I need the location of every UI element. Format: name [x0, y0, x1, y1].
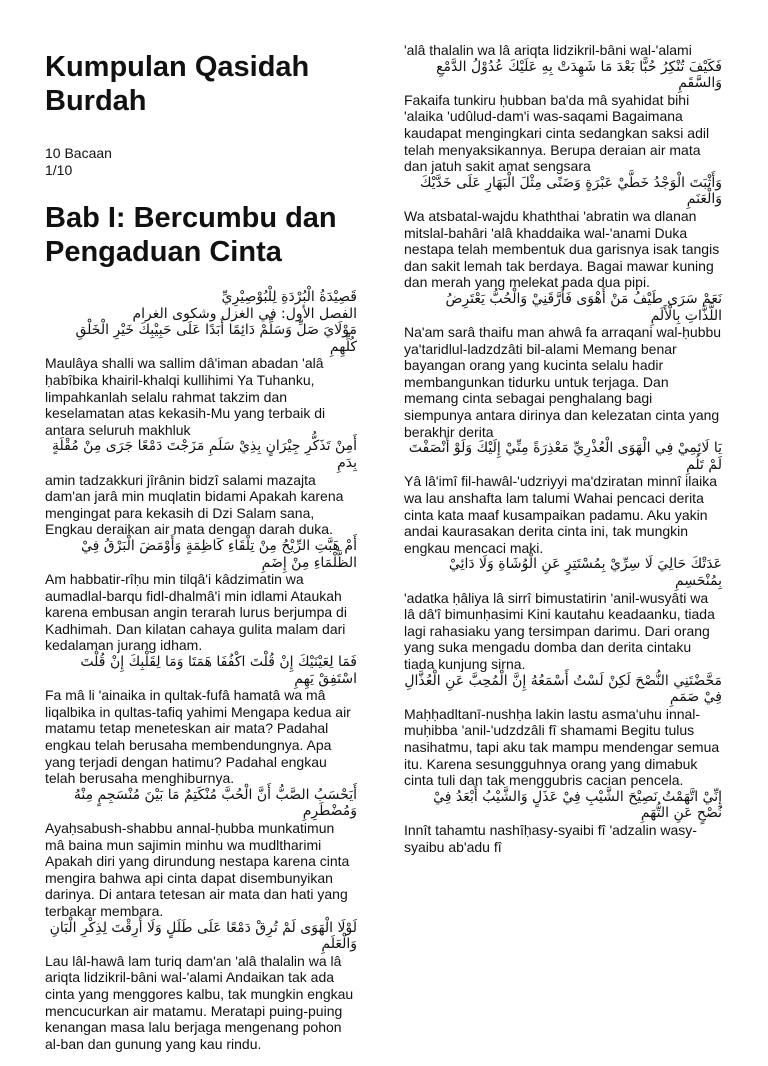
poem-text-right: [404, 42, 722, 855]
stanza-arabic: عَدَتْكَ حَالِيَ لَا سِرِّيْ بِمُسْتَتِرٍ عَنِ الْوُشَاةِ وَلَا دَائِيْ بِمُنْحَسِمِ: [448, 556, 722, 589]
stanza-transliteration: Fakaifa tunkiru ḥubban ba'da mâ syahidat bihi 'alaika 'udûlud-dam'i was-saqami Bagaimana kaudapat mengingkari cinta sedangkan saksi adil telah menyaksikannya. Berupa deraian air mata dan jatuh sakit amat sengsara: [404, 91, 710, 175]
left-column: [45, 0, 357, 1052]
stanza-transliteration: Lau lâl-hawâ lam turiq dam'an 'alâ thalalin wa lâ ariqta lidzikril-bâni wal-'alami Andaikan tak ada cinta yang menggores kalbu, tak mungkin engkau mencucurkan air matamu. Meratapi puing-puing kenangan masa lalu berjaga mengenang pohon al-ban dan gunung yang kau rindu.: [45, 952, 354, 1052]
stanza-transliteration: Innît tahamtu nashîḥasy-syaibi fî 'adzalin wasy-syaibu ab'adu fî: [404, 821, 697, 855]
stanza-transliteration: Ayaḥsabush-shabbu annal-ḥubba munkatimun mâ baina mun sajimin minhu wa mudltharimi Apakah diri yang dirundung nestapa karena cinta mengira bahwa api cinta dapat disembunyikan darinya. Di antara tetesan air mata dan hati yang terbakar membara.: [45, 820, 350, 919]
stanza-list: [45, 322, 357, 1052]
stanza-arabic: مَحَّضْتَنِي النُّصْحَ لَكِنْ لَسْتُ أَسْمَعُهُ إِنَّ الْمُحِبَّ عَنِ الْعُذَّالِ فِيْ صَمَمِ: [404, 672, 722, 706]
stanza: [404, 175, 722, 291]
stanza-transliteration: Wa atsbatal-wajdu khaththai 'abratin wa dlanan mitslal-bahâri 'alâ khaddaika wal-'anami Duka nestapa telah membentuk dua garisnya isak tangis dan sakit lemah tak berdaya. Bagai mawar kuning dan merah yang melekat pada dua pipi.: [404, 207, 720, 291]
stanza: [45, 538, 357, 654]
book-title: Kumpulan Qasidah Burdah: [45, 51, 310, 117]
stanza-arabic: وَأَثْبَتَ الْوَجْدُ خَطَّيْ عَبْرَةٍ وَضَنًى مِثْلَ الْبَهَارِ عَلَى خَدَّيْكَ وَالْعَنَمِ: [419, 174, 722, 208]
stanza: [45, 654, 357, 787]
stanza-arabic: يَا لَائِمِيْ فِي الْهَوَى الْعُذْرِيِّ مَعْذِرَةً مِنِّيْ إِلَيْكَ وَلَوْ أَنْصَفْتَ لَمْ تَلُمِ: [408, 440, 722, 473]
read-count: 10 Bacaan: [45, 145, 112, 161]
book-meta: [45, 145, 357, 179]
stanza-transliteration: Na'am sarâ thaifu man ahwâ fa arraqani wal-ḥubbu ya'taridlul-ladzdzâti bil-alami Memang benar bayangan orang yang kucinta selalu hadir membangunkan tidurku untuk terjaga. Dan memang cinta sebagai penghalang bagi siempunya antara dirinya dan kelezatan cinta yang berakhir derita: [404, 324, 722, 440]
stanza-transliteration: Yâ lâ'imî fil-hawâl-'udzriyyi ma'dziratan minnî ilaika wa lau anshafta lam talumi Wahai pencaci derita cinta kata maaf kusampaikan padamu. Aku yakin andai kaurasakan derita cinta ini, tak mungkin engkau mencaci maki.: [404, 473, 718, 556]
chapter-heading-arabic: قَصِيْدَةُ الْبُرْدَةِ لِلْبُوْصِيْرِيِّ: [221, 289, 357, 305]
stanza-arabic: نَعَمْ سَرَى طَيْفُ مَنْ أَهْوَى فَأَرَّقَنِيْ وَالْحُبُّ يَعْتَرِضُ اللَّذَّاتِ بِالْأَلَمِ: [445, 290, 722, 324]
stanza-transliteration: Am habbatir-rîḥu min tilqâ'i kâdzimatin wa aumadlal-barqu fidl-dhalmâ'i min idlami Ataukah karena embusan angin terarah lurus berjumpa di Kadhimah. Dan kilatan cahaya gulita malam dari kedalaman jurang idham.: [45, 571, 347, 654]
stanza-transliteration: Maulâya shalli wa sallim dâ'iman abadan 'alâ ḥabîbika khairil-khalqi kullihimi Ya Tuhanku, limpahkanlah selalu rahmat takzim dan keselamatan atas kekasih-Mu yang terbaik di antara seluruh makhluk: [45, 355, 326, 438]
right-column: [404, 42, 722, 1066]
stanza-arabic: فَكَيْفَ تُنْكِرُ حُبًّا بَعْدَ مَا شَهِدَتْ بِهِ عَلَيْكَ عُدُوْلُ الدَّمْعِ وَالسَّقَمِ: [436, 58, 722, 92]
stanza: [404, 673, 722, 789]
stanza: [45, 322, 357, 438]
stanza: [404, 556, 722, 672]
poem-text-left: [45, 289, 357, 1052]
stanza-transliteration: Maḥḥadltanī-nushḥa lakin lastu asma'uhu innal-muḥibba 'anil-'udzdzâli fî shamami Begitu tulus nasihatmu, tapi aku tak mampu mendengar semua itu. Karena sesungguhnya orang yang dimabuk cinta tuli dan tak menggubris cacian pencela.: [404, 705, 720, 789]
stanza-arabic: فَمَا لِعَيْنَيْكَ إِنْ قُلْتَ اكْفُفَا هَمَتَا وَمَا لِقَلْبِكَ إِنْ قُلْتَ اسْتَفِقْ يَهِمِ: [80, 654, 357, 687]
stanza-arabic: لَوْلَا الْهَوَى لَمْ تُرِقْ دَمْعًا عَلَى طَلَلٍ وَلَا أَرِقْتَ لِذِكْرِ الْبَانِ وَالْعَلَمِ: [49, 919, 357, 953]
stanza: [404, 291, 722, 440]
stanza-list: [404, 59, 722, 856]
stanza-continuation: 'alâ thalalin wa lâ ariqta lidzikril-bâni wal-'alami: [404, 42, 692, 58]
stanza-arabic: مَوْلَايَ صَلِّ وَسَلِّمْ دَائِمًا أَبَدًا عَلَى حَبِيْبِكَ خَيْرِ الْخَلْقِ كُلِّهِمِ: [75, 322, 357, 355]
stanza: [404, 59, 722, 175]
stanza: [404, 789, 722, 855]
chapter-subheading-arabic: الفصل الأول: في الغزل وشكوى الغرام: [132, 305, 357, 322]
stanza-arabic: إِنِّيْ اتَّهَمْتُ نَصِيْحَ الشَّيْبِ فِيْ عَذَلٍ وَالشَّيْبُ أَبْعَدُ فِيْ نُصْحٍ عَنِ التُّهَمِ: [433, 788, 722, 822]
stanza: [45, 920, 357, 1053]
stanza-arabic: أَمْ هَبَّتِ الرِّيْحُ مِنْ تِلْقَاءِ كَاظِمَةٍ وَأَوْمَضَ الْبَرْقُ فِيْ الظَّلْمَاءِ مِنْ إِضَمِ: [80, 537, 357, 571]
stanza: [404, 440, 722, 556]
stanza-arabic: أَمِنْ تَذَكُّرِ جِيْرَانٍ بِذِيْ سَلَمِ مَزَجْتَ دَمْعًا جَرَى مِنْ مُقْلَةٍ بِدَمِ: [52, 438, 357, 471]
page-counter: 1/10: [45, 162, 73, 178]
stanza-transliteration: 'adatka ḥâliya lâ sirrî bimustatirin 'anil-wusyâti wa lâ dâ'î bimunḥasimi Kini kautahu keadaanku, tiada lagi rahasiaku yang tersimpan darimu. Dari orang yang suka mengadu domba dan derita cintaku tiada kunjung sirna.: [404, 589, 715, 672]
stanza-transliteration: amin tadzakkuri jîrânin bidzî salami mazajta dam'an jarâ min muqlatin bidami Apakah karena mengingat para kekasih di Dzi Salam sana, Engkau deraikan air mata dengan darah duka.: [45, 471, 344, 538]
stanza-arabic: أَيَحْسَبُ الصَّبُّ أَنَّ الْحُبَّ مُنْكَتِمٌ مَا بَيْنَ مُنْسَجِمٍ مِنْهُ وَمُضْطَرِمِ: [73, 786, 357, 820]
chapter-title: Bab I: Bercumbu dan Pengaduan Cinta: [45, 202, 337, 268]
stanza: [45, 438, 357, 538]
stanza-transliteration: Fa mâ li 'ainaika in qultak-fufâ hamatâ wa mâ liqalbika in qultas-tafiq yahimi Mengapa kedua air matamu tetap meneteskan air mata? Padahal engkau telah berusaha membendungnya. Apa yang terjadi dengan hatimu? Padahal engkau telah berusaha menghiburnya.: [45, 687, 351, 787]
stanza: [45, 787, 357, 920]
